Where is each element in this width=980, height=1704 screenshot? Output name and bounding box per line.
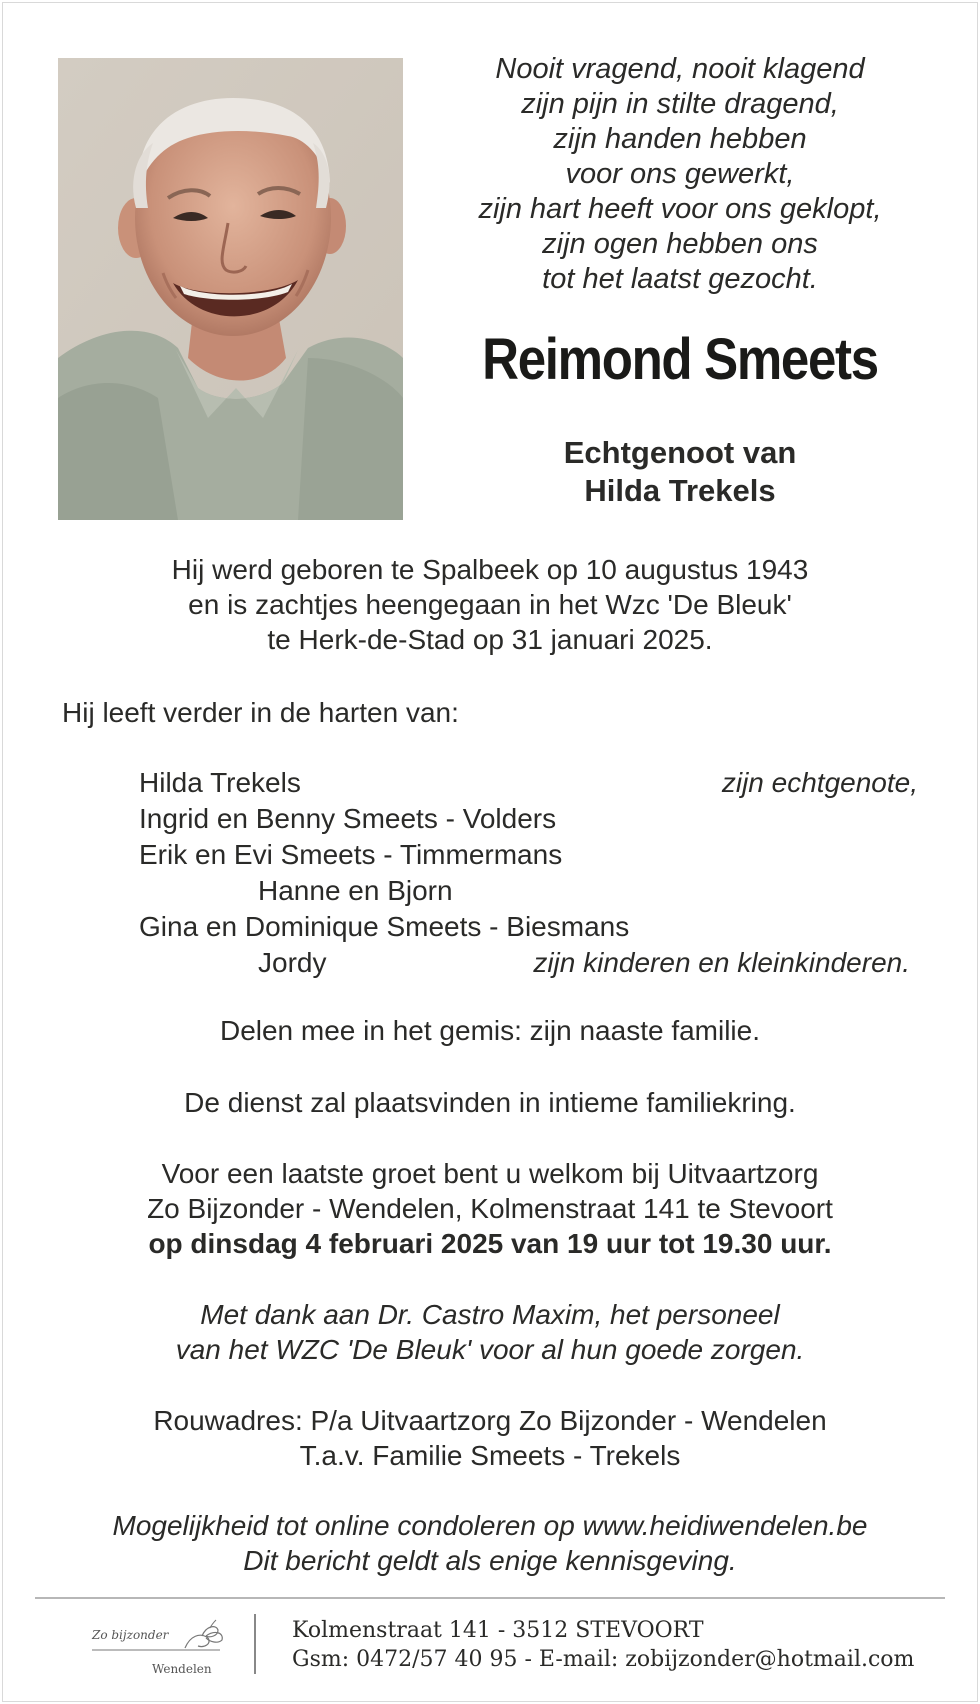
poem-line: zijn handen hebben [553,123,807,155]
birth-line: te Herk-de-Stad op 31 januari 2025. [267,624,713,655]
family-row [0,765,980,801]
family-name: Jordy [258,947,327,978]
poem-line: voor ons gewerkt, [565,158,795,190]
greeting-line: Zo Bijzonder - Wendelen, Kolmenstraat 141 te Stevoort [147,1193,833,1224]
funeral-home-logo [90,1618,250,1678]
spouse-block [430,434,930,510]
family-row [0,837,980,873]
footer-contact [292,1616,914,1674]
address-line: T.a.v. Familie Smeets - Trekels [299,1440,681,1471]
logo-text: Wendelen [152,1662,212,1676]
service-line: De dienst zal plaatsvinden in intieme familiekring. [184,1087,796,1118]
greeting-text [0,1156,980,1261]
family-role: zijn kinderen en kleinkinderen. [533,947,910,978]
family-name: Ingrid en Benny Smeets - Volders [139,803,557,834]
spouse-line: Hilda Trekels [584,473,776,508]
footer-phone-email: Gsm: 0472/57 40 95 - E-mail: zobijzonder@hotmail.com [292,1647,915,1672]
greeting-line: Voor een laatste groet bent u welkom bij Uitvaartzorg [161,1158,819,1189]
poem-line: zijn hart heeft voor ons geklopt, [478,193,882,225]
poem [430,52,930,297]
family-row [0,909,980,945]
family-row [0,873,980,909]
lives-on-heading: Hij leeft verder in de harten van: [62,697,459,728]
closing-line: Mogelijkheid tot online condoleren op www.heidiwendelen.be [112,1510,868,1541]
thanks-text [0,1297,980,1367]
deceased-name: Reimond Smeets [482,327,878,392]
family-list [0,765,980,981]
service-text [0,1085,980,1120]
family-role: zijn echtgenote, [721,767,918,798]
footer-address: Kolmenstraat 141 - 3512 STEVOORT [292,1618,704,1643]
family-name: Erik en Evi Smeets - Timmermans [139,839,563,870]
poem-line: zijn ogen hebben ons [542,228,818,260]
family-name: Hilda Trekels [139,767,301,798]
family-row [0,945,980,981]
greeting-date: op dinsdag 4 februari 2025 van 19 uur tot 19.30 uur. [148,1228,832,1259]
address-line: Rouwadres: P/a Uitvaartzorg Zo Bijzonder - Wendelen [153,1405,827,1436]
share-line: Delen mee in het gemis: zijn naaste familie. [219,1015,761,1046]
closing-line: Dit bericht geldt als enige kennisgeving. [243,1545,737,1576]
poem-line: Nooit vragend, nooit klagend [495,53,865,85]
footer-divider [35,1597,945,1599]
family-row [0,801,980,837]
family-name: Hanne en Bjorn [258,875,453,906]
portrait-photo [58,58,403,520]
address-text [0,1403,980,1473]
share-text [0,1013,980,1048]
birth-line: en is zachtjes heengegaan in het Wzc 'De Bleuk' [188,589,792,620]
birth-line: Hij werd geboren te Spalbeek op 10 augustus 1943 [171,554,809,585]
spouse-line: Echtgenoot van [563,435,797,470]
closing-text [0,1508,980,1578]
birth-death-text [0,552,980,657]
poem-line: tot het laatst gezocht. [542,263,818,295]
poem-line: zijn pijn in stilte dragend, [521,88,839,120]
thanks-line: Met dank aan Dr. Castro Maxim, het personeel [200,1299,780,1330]
footer-separator [254,1614,256,1674]
portrait-illustration [58,58,403,520]
logo-text: Zo bijzonder [92,1628,169,1642]
family-name: Gina en Dominique Smeets - Biesmans [139,911,630,942]
thanks-line: van het WZC 'De Bleuk' voor al hun goede zorgen. [175,1334,805,1365]
